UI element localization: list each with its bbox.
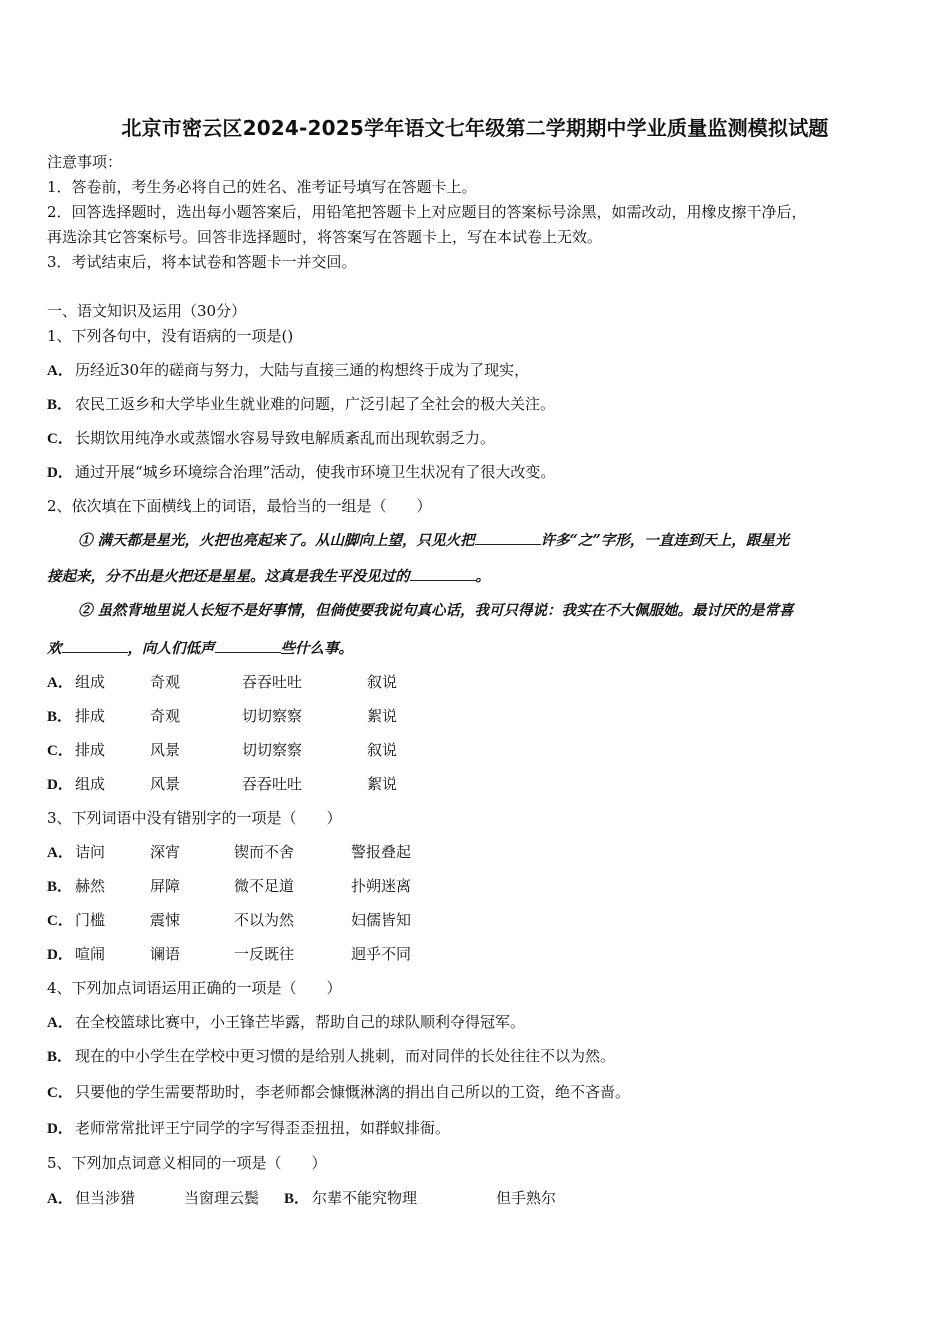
option-text: 长期饮用纯净水或蒸馏水容易导致电解质紊乱而出现软弱乏力。 <box>75 429 496 447</box>
option-word: 切切察察 <box>242 741 303 759</box>
option-text: 历经近30年的磋商与努力，大陆与直接三通的构想终于成为了现实， <box>75 361 530 379</box>
option-word: 絮说 <box>367 775 398 793</box>
option-word: 切切察察 <box>242 707 303 725</box>
fill-blank <box>410 566 476 581</box>
option-word: 叙说 <box>367 673 398 691</box>
option-row <box>47 944 75 965</box>
option-word: 一反既往 <box>234 945 295 963</box>
option-row <box>47 360 529 381</box>
option-word: 深宵 <box>150 843 181 861</box>
fill-blank <box>475 530 541 545</box>
option-letter: D． <box>47 947 73 963</box>
option-row <box>47 1118 450 1139</box>
option-text: 当窗理云鬓 <box>184 1189 260 1207</box>
passage-text: 接起来，分不出是火把还是星星。这真是我生平没见过的 <box>47 568 410 585</box>
question-stem: 5、下列加点词意义相同的一项是（ ） <box>47 1154 327 1172</box>
option-text: 老师常常批评王宁同学的字写得歪歪扭扭，如群蚁排衙。 <box>75 1119 451 1137</box>
passage-text: ① 满天都是星光，火把也亮起来了。从山脚向上望，只见火把 <box>78 532 475 549</box>
passage-text: 些什么事。 <box>280 640 353 657</box>
option-word: 警报叠起 <box>351 843 412 861</box>
notice-item: 1．答卷前，考生务必将自己的姓名、准考证号填写在答题卡上。 <box>47 178 477 196</box>
option-text: 在全校篮球比赛中，小王锋芒毕露，帮助自己的球队顺利夺得冠军。 <box>75 1013 526 1031</box>
option-row <box>47 462 555 483</box>
option-letter: A． <box>47 363 73 379</box>
passage-line <box>78 530 789 551</box>
passage-line <box>47 638 353 659</box>
option-word: 诘问 <box>75 843 106 861</box>
option-letter: B． <box>284 1191 310 1207</box>
option-word: 奇观 <box>150 707 181 725</box>
notice-item: 3．考试结束后，将本试卷和答题卡一并交回。 <box>47 253 357 271</box>
option-row <box>47 672 75 693</box>
passage-line <box>47 566 490 587</box>
question-stem: 4、下列加点词语运用正确的一项是（ ） <box>47 979 342 997</box>
option-text: 农民工返乡和大学毕业生就业难的问题，广泛引起了全社会的极大关注。 <box>75 395 556 413</box>
option-letter: B． <box>47 709 73 725</box>
option-word: 吞吞吐吐 <box>242 775 303 793</box>
option-word: 组成 <box>75 775 106 793</box>
option-letter: D． <box>47 1121 73 1137</box>
option-row <box>47 706 75 727</box>
option-word: 屏障 <box>150 877 181 895</box>
option-letter: C． <box>47 431 73 447</box>
option-word: 扑朔迷离 <box>351 877 412 895</box>
question-stem: 3、下列词语中没有错别字的一项是（ ） <box>47 809 342 827</box>
question-stem: 1、下列各句中，没有语病的一项是() <box>47 327 294 345</box>
option-row <box>47 1012 525 1033</box>
option-row <box>47 1046 615 1067</box>
option-row <box>47 842 75 863</box>
option-word: 震悚 <box>150 911 181 929</box>
question-stem: 2、依次填在下面横线上的词语，最恰当的一组是（ ） <box>47 497 432 515</box>
passage-text: 许多“之”字形，一直连到天上，跟星光 <box>540 532 790 549</box>
option-word: 妇儒皆知 <box>351 911 412 929</box>
option-row <box>47 394 555 415</box>
option-word: 风景 <box>150 775 181 793</box>
option-row <box>47 876 75 897</box>
passage-text: ② 虽然背地里说人长短不是好事情，但倘使要我说句真心话，我可只得说：我实在不大佩服她。最讨厌的是常喜 <box>78 602 794 619</box>
option-letter: A． <box>47 1191 73 1207</box>
option-letter: C． <box>47 1085 73 1101</box>
option-word: 门槛 <box>75 911 106 929</box>
option-row <box>47 740 75 761</box>
option-letter: B． <box>47 879 73 895</box>
page-title: 北京市密云区2024-2025学年语文七年级第二学期期中学业质量监测模拟试题 <box>121 116 829 140</box>
option-word: 叙说 <box>367 741 398 759</box>
option-row <box>47 774 75 795</box>
passage-line <box>78 601 794 621</box>
option-row <box>47 1188 135 1209</box>
option-word: 赫然 <box>75 877 106 895</box>
option-text: 但当涉猎 <box>75 1189 136 1207</box>
option-text: 尔辈不能究物理 <box>312 1189 418 1207</box>
option-word: 吞吞吐吐 <box>242 673 303 691</box>
option-word: 排成 <box>75 707 106 725</box>
option-word: 絮说 <box>367 707 398 725</box>
notice-item: 再选涂其它答案标号。回答非选择题时，将答案写在答题卡上，写在本试卷上无效。 <box>47 228 603 246</box>
option-letter: C． <box>47 743 73 759</box>
option-letter: B． <box>47 397 73 413</box>
fill-blank <box>62 638 128 653</box>
option-row <box>47 910 75 931</box>
passage-text: 欢 <box>47 640 62 657</box>
option-word: 奇观 <box>150 673 181 691</box>
option-letter: D． <box>47 465 73 481</box>
option-text: 现在的中小学生在学校中更习惯的是给别人挑刺，而对同伴的长处往往不以为然。 <box>75 1047 616 1065</box>
option-word: 排成 <box>75 741 106 759</box>
option-text: 通过开展“城乡环境综合治理”活动，使我市环境卫生状况有了很大改变。 <box>75 463 556 481</box>
passage-text: ，向人们低声 <box>127 640 215 657</box>
option-row <box>47 1082 630 1103</box>
option-word: 微不足道 <box>234 877 295 895</box>
option-letter: A． <box>47 845 73 861</box>
option-row <box>284 1188 417 1209</box>
option-text: 但手熟尔 <box>496 1189 557 1207</box>
option-row <box>47 428 495 449</box>
notice-item: 2．回答选择题时，选出每小题答案后，用铅笔把答题卡上对应题目的答案标号涂黑，如需改动，用橡皮擦干净后， <box>47 203 807 221</box>
passage-text: 。 <box>475 568 490 585</box>
option-letter: A． <box>47 675 73 691</box>
notice-heading: 注意事项： <box>47 153 123 171</box>
option-letter: B． <box>47 1049 73 1065</box>
option-word: 迥乎不同 <box>351 945 412 963</box>
option-letter: D． <box>47 777 73 793</box>
option-word: 风景 <box>150 741 181 759</box>
option-letter: C． <box>47 913 73 929</box>
option-word: 不以为然 <box>234 911 295 929</box>
option-letter: A． <box>47 1015 73 1031</box>
option-word: 组成 <box>75 673 106 691</box>
section-heading: 一、语文知识及运用（30分） <box>47 302 247 320</box>
option-word: 喧闹 <box>75 945 106 963</box>
fill-blank <box>215 638 281 653</box>
option-text: 只要他的学生需要帮助时，李老师都会慷慨淋漓的捐出自己所以的工资，绝不吝啬。 <box>75 1083 631 1101</box>
option-word: 锲而不舍 <box>234 843 295 861</box>
option-word: 谰语 <box>150 945 181 963</box>
